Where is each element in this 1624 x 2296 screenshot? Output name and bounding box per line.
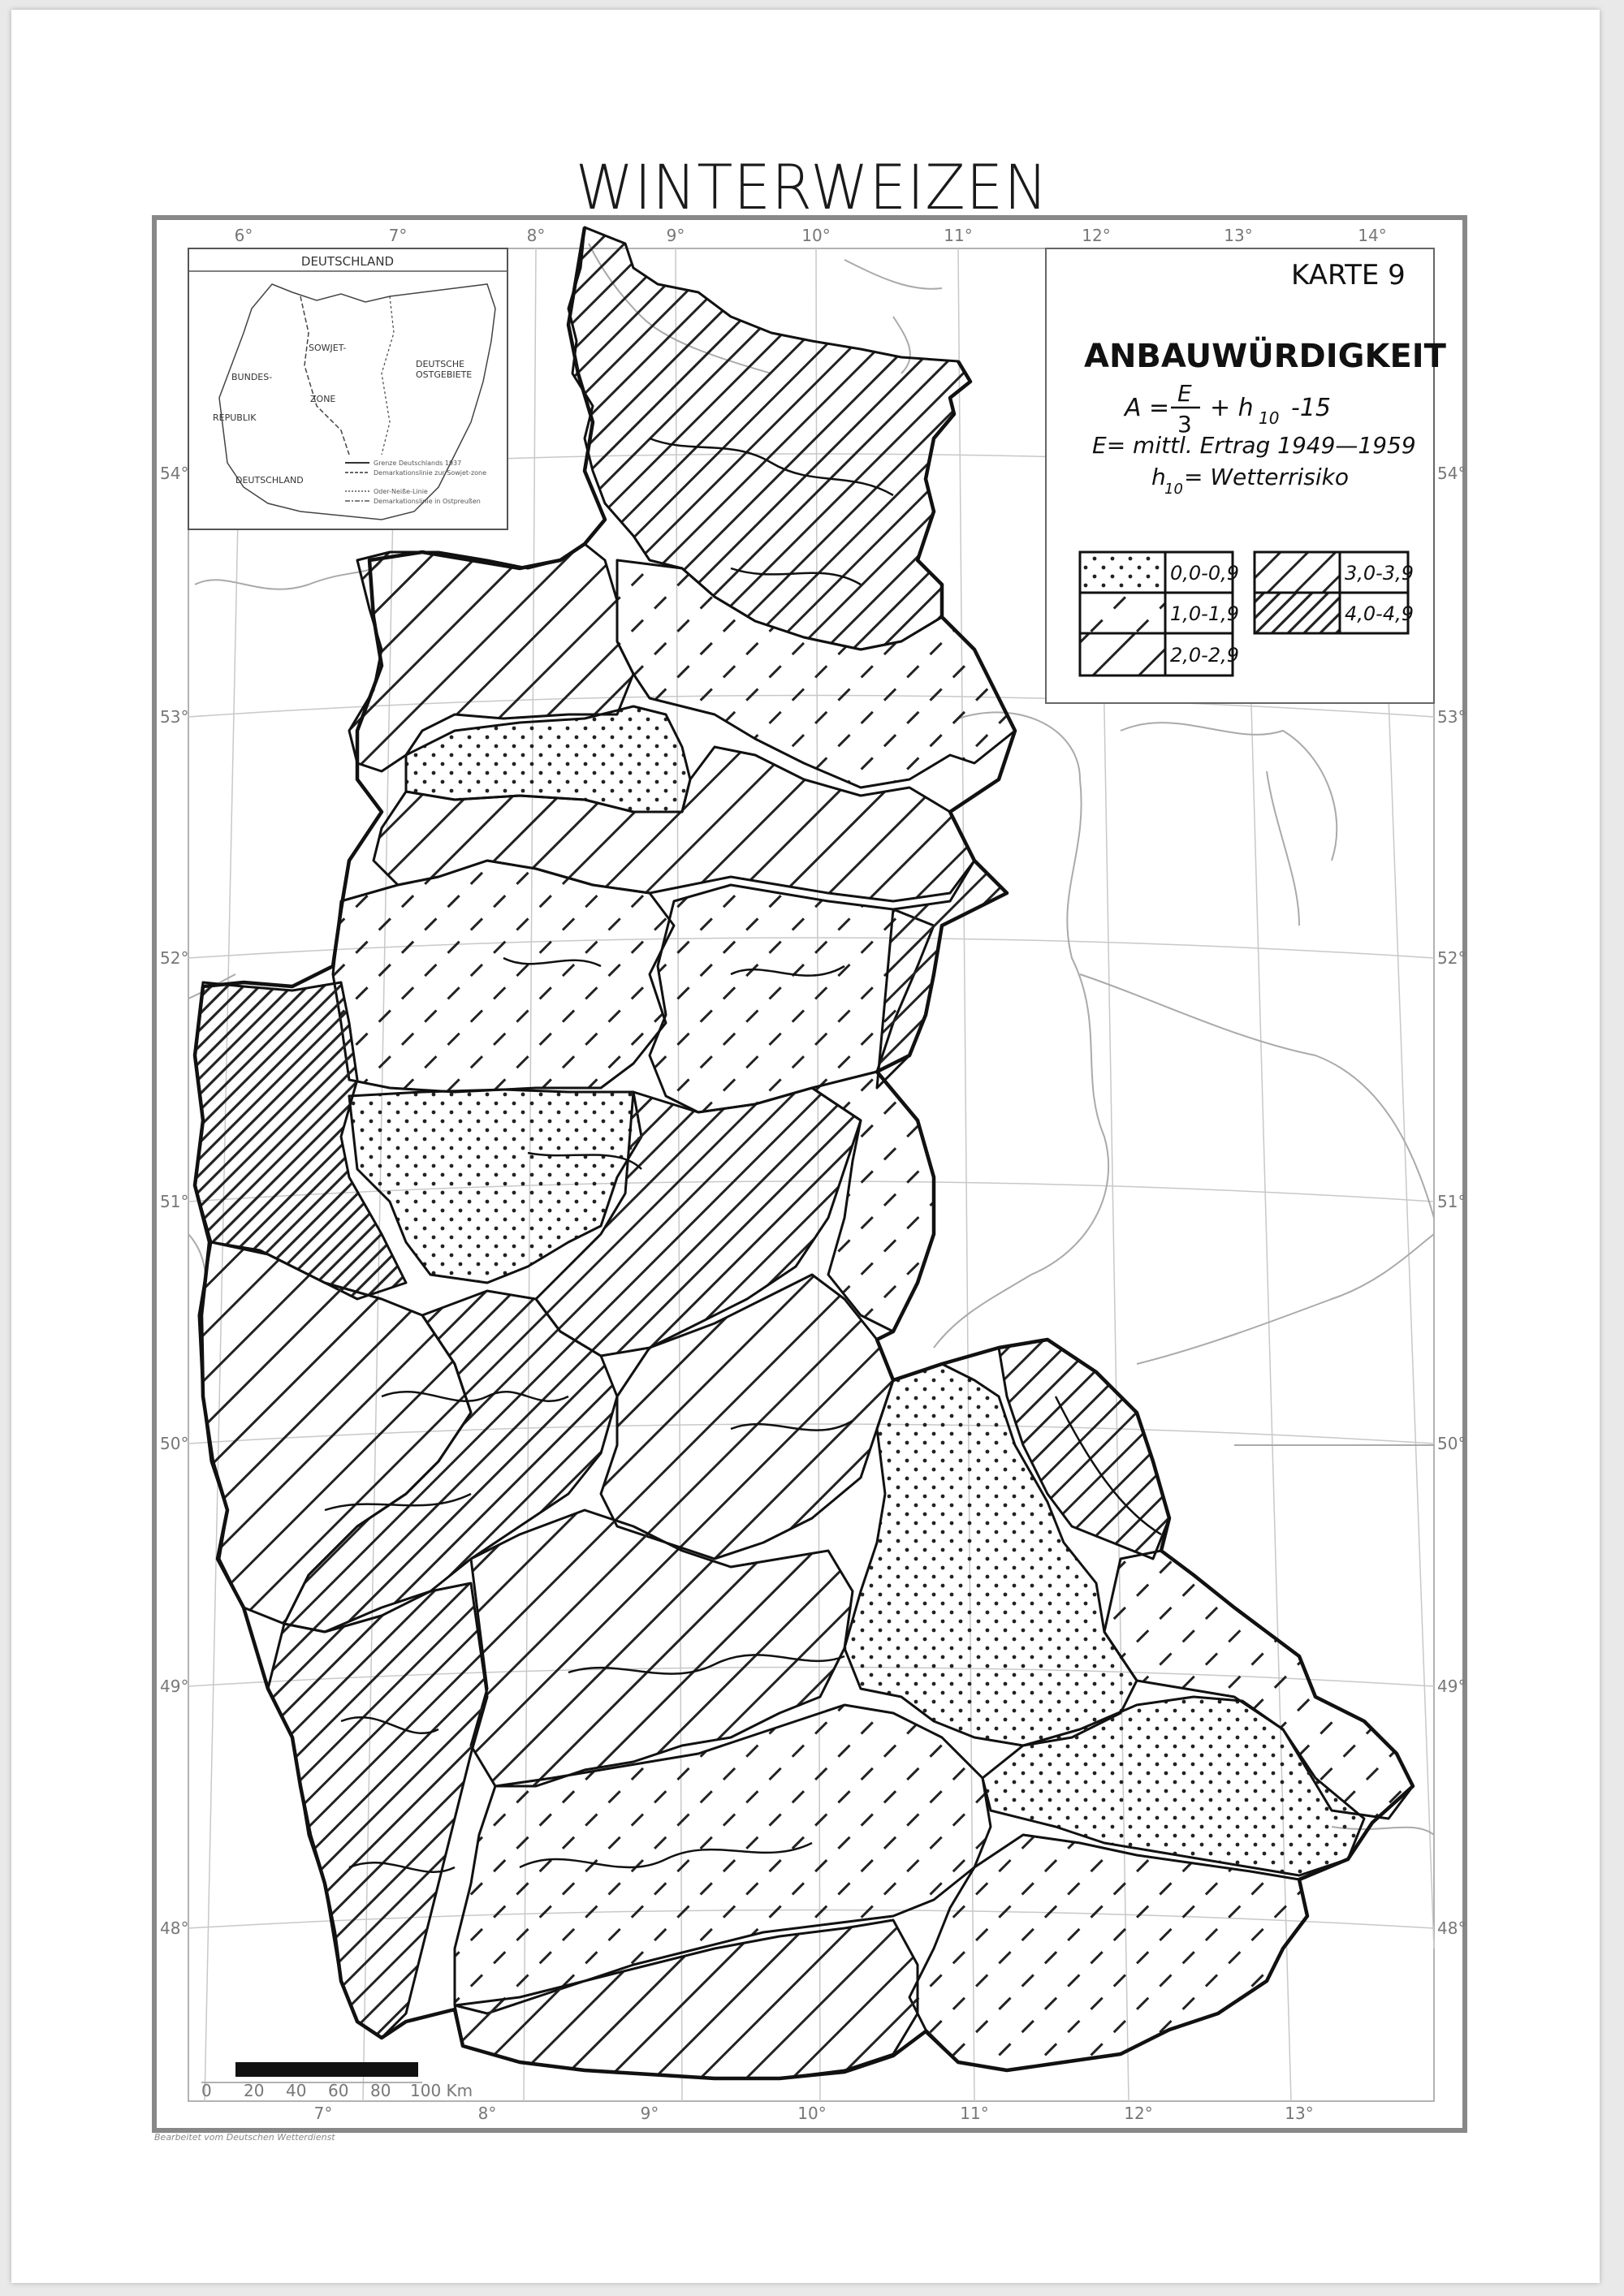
formula-lhs: A = xyxy=(1125,394,1170,422)
inset-title: DEUTSCHLAND xyxy=(300,254,395,269)
inset-frame xyxy=(188,248,508,529)
lon-label-bottom: 10° xyxy=(797,2104,827,2123)
region-westphalia xyxy=(333,861,674,1092)
legend-range: 1,0-1,9 xyxy=(1170,602,1239,625)
formula-rest: + h xyxy=(1210,394,1254,422)
legend-line-h-text: = Wetterrisiko xyxy=(1184,464,1349,490)
lon-label-bottom: 8° xyxy=(477,2104,497,2123)
lat-label-right: 49° xyxy=(1437,1677,1466,1696)
lon-label-top: 11° xyxy=(944,226,973,245)
legend-swatch-hatch-dense xyxy=(1255,593,1340,633)
inset-legend-item: Demarkationslinie in Ostpreußen xyxy=(374,498,481,505)
formula-num: E xyxy=(1177,380,1192,407)
lat-label-left: 52° xyxy=(160,948,189,968)
scale-tick: 40 xyxy=(286,2081,307,2100)
lat-label-right: 54° xyxy=(1437,464,1466,483)
lat-label-left: 48° xyxy=(160,1918,189,1938)
scale-bar xyxy=(201,2062,473,2100)
lon-label-top: 8° xyxy=(526,226,546,245)
legend-range: 4,0-4,9 xyxy=(1345,602,1414,625)
lon-label-top: 9° xyxy=(666,226,685,245)
scale-tick: 80 xyxy=(370,2081,391,2100)
legend-line-h-sub: 10 xyxy=(1164,481,1183,498)
lon-label-top: 14° xyxy=(1358,226,1387,245)
inset-label: REPUBLIK xyxy=(213,412,257,423)
lat-label-right: 50° xyxy=(1437,1434,1466,1453)
lat-label-right: 53° xyxy=(1437,707,1466,727)
inset-label: SOWJET- xyxy=(309,343,347,353)
legend-range: 3,0-3,9 xyxy=(1345,562,1414,585)
inset-label: OSTGEBIETE xyxy=(416,369,473,380)
inset-legend-item: Grenze Deutschlands 1937 xyxy=(374,460,462,467)
inset-label: BUNDES- xyxy=(231,372,273,382)
lat-label-left: 50° xyxy=(160,1434,189,1453)
legend-range: 0,0-0,9 xyxy=(1170,562,1239,585)
formula-sub: 10 xyxy=(1259,408,1280,428)
lon-label-top: 13° xyxy=(1224,226,1253,245)
legend-range: 2,0-2,9 xyxy=(1170,644,1239,667)
lat-label-right: 51° xyxy=(1437,1192,1466,1211)
lon-label-bottom: 7° xyxy=(313,2104,333,2123)
inset-legend-item: Oder-Neiße-Linie xyxy=(374,488,428,495)
lat-label-right: 48° xyxy=(1437,1918,1466,1938)
region-emsland xyxy=(406,706,690,812)
credit-line: Bearbeitet vom Deutschen Wetterdienst xyxy=(154,2132,335,2143)
inset-legend-item: Demarkationslinie zur Sowjet-zone xyxy=(374,469,487,477)
scale-tick: 0 xyxy=(201,2081,212,2100)
legend-swatch-hatch-medium xyxy=(1255,552,1340,593)
scale-tick: 100 Km xyxy=(410,2081,473,2100)
lon-label-top: 12° xyxy=(1082,226,1111,245)
formula-den: 3 xyxy=(1177,411,1192,438)
legend-swatch-hatch-wide xyxy=(1080,633,1165,675)
formula-end: -15 xyxy=(1291,394,1331,422)
legend-box xyxy=(1046,248,1447,703)
lon-label-bottom: 11° xyxy=(960,2104,989,2123)
lat-label-left: 49° xyxy=(160,1677,189,1696)
lon-label-top: 6° xyxy=(234,226,253,245)
map-title: WINTERWEIZEN xyxy=(575,151,1049,223)
lon-label-bottom: 13° xyxy=(1285,2104,1314,2123)
legend-line-e: E= mittl. Ertrag 1949—1959 xyxy=(1092,432,1416,459)
scale-tick: 60 xyxy=(328,2081,349,2100)
legend-swatch-dots xyxy=(1080,552,1165,593)
legend-heading: ANBAUWÜRDIGKEIT xyxy=(1084,338,1446,375)
lon-label-top: 10° xyxy=(801,226,831,245)
legend-line-h: h xyxy=(1151,464,1166,490)
inset-label: DEUTSCHE xyxy=(416,359,465,369)
inset-label: DEUTSCHLAND xyxy=(235,475,304,486)
lon-label-bottom: 12° xyxy=(1124,2104,1153,2123)
lat-label-right: 52° xyxy=(1437,948,1466,968)
legend-swatch-dashes xyxy=(1080,593,1165,633)
lat-label-left: 54° xyxy=(160,464,189,483)
scale-tick: 20 xyxy=(244,2081,265,2100)
lon-label-top: 7° xyxy=(388,226,408,245)
map-number: KARTE 9 xyxy=(1291,259,1406,291)
inset-label: ZONE xyxy=(310,394,336,404)
lat-label-left: 51° xyxy=(160,1192,189,1211)
lat-label-left: 53° xyxy=(160,707,189,727)
lon-label-bottom: 9° xyxy=(640,2104,659,2123)
inset-map xyxy=(188,248,508,529)
